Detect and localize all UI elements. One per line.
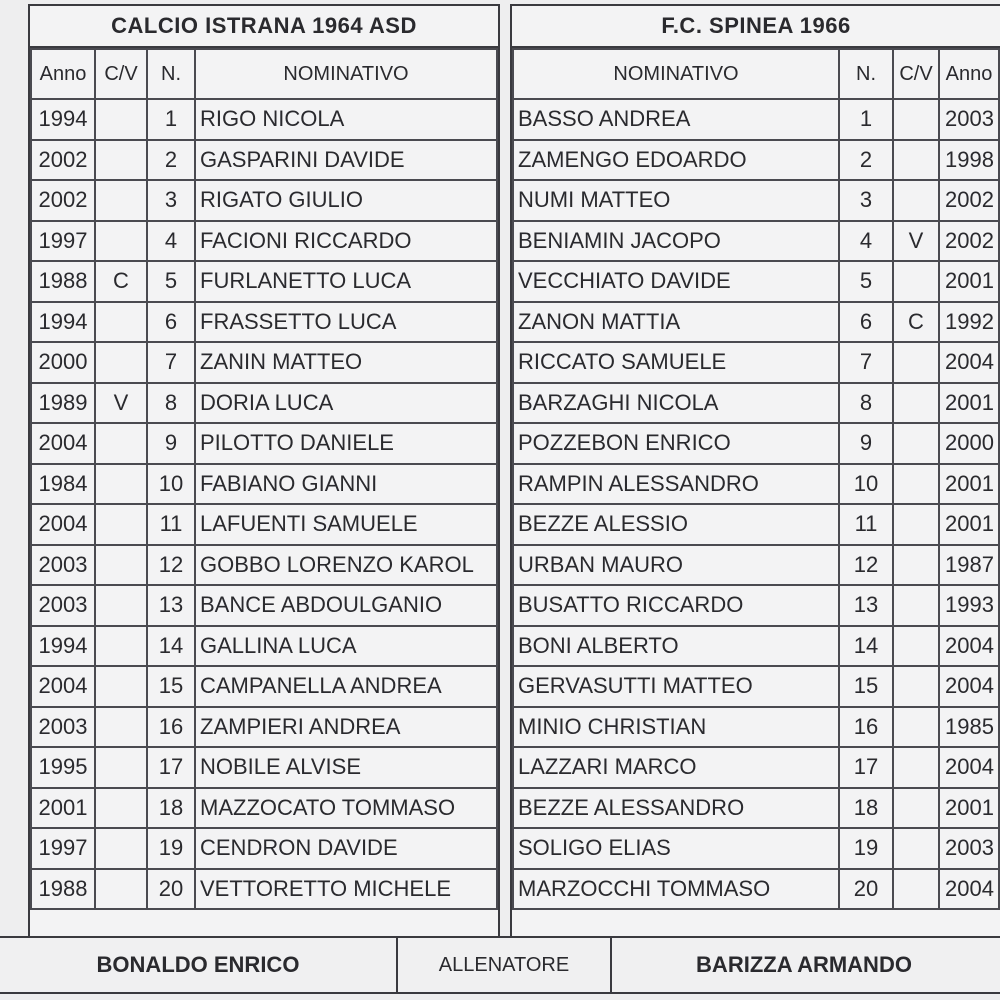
coaches-footer [0, 936, 1000, 994]
away-player-cv [893, 261, 939, 302]
away-header-n: N. [839, 49, 893, 99]
home-player-anno: 1997 [31, 828, 95, 869]
home-player-name: GASPARINI DAVIDE [195, 140, 497, 181]
home-player-cv [95, 747, 147, 788]
away-player-number: 16 [839, 707, 893, 748]
away-player-row [513, 342, 999, 383]
away-player-row [513, 869, 999, 910]
home-player-name: ZAMPIERI ANDREA [195, 707, 497, 748]
home-player-row [31, 504, 497, 545]
home-player-number: 18 [147, 788, 195, 829]
away-player-anno: 2001 [939, 788, 999, 829]
away-player-cv [893, 464, 939, 505]
home-player-cv [95, 342, 147, 383]
home-player-name: GOBBO LORENZO KAROL [195, 545, 497, 586]
away-player-cv [893, 423, 939, 464]
home-player-row [31, 869, 497, 910]
away-player-row [513, 140, 999, 181]
away-player-name: LAZZARI MARCO [513, 747, 839, 788]
away-player-name: BENIAMIN JACOPO [513, 221, 839, 262]
home-player-row [31, 585, 497, 626]
home-player-anno: 2004 [31, 666, 95, 707]
home-player-cv [95, 828, 147, 869]
away-player-number: 13 [839, 585, 893, 626]
home-player-cv [95, 504, 147, 545]
home-player-row [31, 383, 497, 424]
away-player-name: BEZZE ALESSIO [513, 504, 839, 545]
away-player-cv [893, 383, 939, 424]
away-player-anno: 2004 [939, 626, 999, 667]
away-player-anno: 1993 [939, 585, 999, 626]
away-player-anno: 1992 [939, 302, 999, 343]
home-player-cv [95, 221, 147, 262]
home-player-number: 15 [147, 666, 195, 707]
away-player-cv [893, 788, 939, 829]
away-player-row [513, 423, 999, 464]
home-player-anno: 2003 [31, 585, 95, 626]
away-player-number: 4 [839, 221, 893, 262]
away-player-cv [893, 707, 939, 748]
home-player-anno: 2004 [31, 504, 95, 545]
home-header-cv: C/V [95, 49, 147, 99]
home-player-anno: 1988 [31, 869, 95, 910]
away-player-row [513, 707, 999, 748]
home-player-name: RIGO NICOLA [195, 99, 497, 140]
home-player-anno: 2003 [31, 707, 95, 748]
away-player-cv [893, 869, 939, 910]
home-player-row [31, 707, 497, 748]
away-player-anno: 2003 [939, 828, 999, 869]
away-player-cv: V [893, 221, 939, 262]
away-player-number: 9 [839, 423, 893, 464]
home-player-anno: 2001 [31, 788, 95, 829]
away-player-cv [893, 666, 939, 707]
away-player-anno: 1987 [939, 545, 999, 586]
home-player-row [31, 464, 497, 505]
away-player-row [513, 747, 999, 788]
away-header-row [513, 49, 999, 99]
home-player-anno: 1997 [31, 221, 95, 262]
home-player-row [31, 788, 497, 829]
home-player-cv [95, 464, 147, 505]
away-player-row [513, 666, 999, 707]
away-player-number: 10 [839, 464, 893, 505]
home-player-cv [95, 302, 147, 343]
away-player-row [513, 261, 999, 302]
home-player-row [31, 423, 497, 464]
away-team-panel [510, 4, 1000, 938]
home-player-cv [95, 180, 147, 221]
home-player-number: 2 [147, 140, 195, 181]
away-player-number: 5 [839, 261, 893, 302]
away-player-number: 2 [839, 140, 893, 181]
home-player-row [31, 180, 497, 221]
home-player-cv [95, 99, 147, 140]
home-header-anno: Anno [31, 49, 95, 99]
away-player-row [513, 383, 999, 424]
home-roster-table [30, 48, 498, 910]
away-player-row [513, 585, 999, 626]
home-player-anno: 1994 [31, 626, 95, 667]
home-player-name: CAMPANELLA ANDREA [195, 666, 497, 707]
home-player-name: FURLANETTO LUCA [195, 261, 497, 302]
home-player-anno: 1989 [31, 383, 95, 424]
away-player-name: SOLIGO ELIAS [513, 828, 839, 869]
home-player-anno: 2002 [31, 140, 95, 181]
home-player-row [31, 626, 497, 667]
home-player-anno: 2002 [31, 180, 95, 221]
home-player-number: 11 [147, 504, 195, 545]
away-player-number: 19 [839, 828, 893, 869]
home-player-cv [95, 869, 147, 910]
home-player-name: CENDRON DAVIDE [195, 828, 497, 869]
away-player-name: MINIO CHRISTIAN [513, 707, 839, 748]
home-player-cv [95, 545, 147, 586]
home-header-nominativo: NOMINATIVO [195, 49, 497, 99]
away-player-number: 1 [839, 99, 893, 140]
home-player-cv [95, 423, 147, 464]
away-player-name: RAMPIN ALESSANDRO [513, 464, 839, 505]
home-player-name: DORIA LUCA [195, 383, 497, 424]
home-player-row [31, 302, 497, 343]
home-player-name: VETTORETTO MICHELE [195, 869, 497, 910]
away-player-anno: 2004 [939, 747, 999, 788]
away-team-title: F.C. SPINEA 1966 [512, 6, 1000, 48]
away-player-name: BARZAGHI NICOLA [513, 383, 839, 424]
home-player-number: 19 [147, 828, 195, 869]
home-player-anno: 2000 [31, 342, 95, 383]
home-player-number: 4 [147, 221, 195, 262]
away-player-anno: 2004 [939, 342, 999, 383]
coach-label: ALLENATORE [396, 938, 612, 992]
away-coach-name: BARIZZA ARMANDO [696, 952, 912, 977]
home-player-name: RIGATO GIULIO [195, 180, 497, 221]
home-player-number: 10 [147, 464, 195, 505]
home-player-number: 17 [147, 747, 195, 788]
home-player-cv [95, 666, 147, 707]
away-player-cv [893, 140, 939, 181]
away-player-cv [893, 585, 939, 626]
home-player-number: 8 [147, 383, 195, 424]
away-player-number: 14 [839, 626, 893, 667]
home-player-name: NOBILE ALVISE [195, 747, 497, 788]
away-player-name: URBAN MAURO [513, 545, 839, 586]
home-player-name: MAZZOCATO TOMMASO [195, 788, 497, 829]
away-player-row [513, 626, 999, 667]
home-player-name: PILOTTO DANIELE [195, 423, 497, 464]
away-player-name: RICCATO SAMUELE [513, 342, 839, 383]
home-player-number: 13 [147, 585, 195, 626]
away-player-name: POZZEBON ENRICO [513, 423, 839, 464]
home-header-row [31, 49, 497, 99]
home-player-name: GALLINA LUCA [195, 626, 497, 667]
home-player-cv [95, 585, 147, 626]
away-player-name: MARZOCCHI TOMMASO [513, 869, 839, 910]
home-player-row [31, 747, 497, 788]
away-player-cv [893, 180, 939, 221]
away-player-anno: 2004 [939, 666, 999, 707]
away-player-number: 3 [839, 180, 893, 221]
away-player-row [513, 99, 999, 140]
away-player-anno: 1998 [939, 140, 999, 181]
away-player-cv [893, 99, 939, 140]
home-team-title: CALCIO ISTRANA 1964 ASD [30, 6, 498, 48]
away-player-cv [893, 342, 939, 383]
away-player-row [513, 504, 999, 545]
home-player-anno: 1988 [31, 261, 95, 302]
away-player-number: 15 [839, 666, 893, 707]
home-player-name: FACIONI RICCARDO [195, 221, 497, 262]
home-player-number: 6 [147, 302, 195, 343]
away-player-name: BEZZE ALESSANDRO [513, 788, 839, 829]
away-header-nominativo: NOMINATIVO [513, 49, 839, 99]
away-player-number: 12 [839, 545, 893, 586]
away-player-anno: 1985 [939, 707, 999, 748]
home-player-number: 1 [147, 99, 195, 140]
away-player-number: 20 [839, 869, 893, 910]
away-player-row [513, 464, 999, 505]
away-player-name: GERVASUTTI MATTEO [513, 666, 839, 707]
away-player-cv [893, 747, 939, 788]
home-team-panel [28, 4, 500, 938]
home-player-number: 20 [147, 869, 195, 910]
home-player-number: 9 [147, 423, 195, 464]
home-player-row [31, 828, 497, 869]
home-player-number: 3 [147, 180, 195, 221]
home-player-anno: 1995 [31, 747, 95, 788]
away-player-number: 18 [839, 788, 893, 829]
home-player-name: FRASSETTO LUCA [195, 302, 497, 343]
away-player-row [513, 788, 999, 829]
home-player-anno: 1994 [31, 302, 95, 343]
home-player-cv [95, 140, 147, 181]
home-player-row [31, 545, 497, 586]
home-player-row [31, 140, 497, 181]
away-player-anno: 2002 [939, 180, 999, 221]
home-player-anno: 1994 [31, 99, 95, 140]
home-player-name: ZANIN MATTEO [195, 342, 497, 383]
away-player-cv: C [893, 302, 939, 343]
away-player-cv [893, 828, 939, 869]
away-player-number: 11 [839, 504, 893, 545]
away-player-anno: 2001 [939, 383, 999, 424]
away-player-number: 8 [839, 383, 893, 424]
away-player-name: BASSO ANDREA [513, 99, 839, 140]
away-player-anno: 2003 [939, 99, 999, 140]
away-player-cv [893, 504, 939, 545]
home-player-number: 5 [147, 261, 195, 302]
away-player-name: BUSATTO RICCARDO [513, 585, 839, 626]
home-player-number: 12 [147, 545, 195, 586]
home-player-row [31, 261, 497, 302]
away-player-name: ZANON MATTIA [513, 302, 839, 343]
home-header-n: N. [147, 49, 195, 99]
home-coach-name: BONALDO ENRICO [96, 952, 300, 977]
home-player-name: BANCE ABDOULGANIO [195, 585, 497, 626]
away-player-name: NUMI MATTEO [513, 180, 839, 221]
home-player-anno: 2003 [31, 545, 95, 586]
home-player-number: 14 [147, 626, 195, 667]
home-player-name: LAFUENTI SAMUELE [195, 504, 497, 545]
home-player-anno: 2004 [31, 423, 95, 464]
home-player-cv: V [95, 383, 147, 424]
away-player-anno: 2004 [939, 869, 999, 910]
away-player-number: 7 [839, 342, 893, 383]
home-player-cv: C [95, 261, 147, 302]
away-player-name: BONI ALBERTO [513, 626, 839, 667]
away-player-name: VECCHIATO DAVIDE [513, 261, 839, 302]
home-player-cv [95, 626, 147, 667]
away-header-anno: Anno [939, 49, 999, 99]
away-roster-table [512, 48, 1000, 910]
home-player-row [31, 99, 497, 140]
away-player-anno: 2001 [939, 464, 999, 505]
away-player-anno: 2000 [939, 423, 999, 464]
home-player-number: 16 [147, 707, 195, 748]
away-player-number: 17 [839, 747, 893, 788]
away-player-name: ZAMENGO EDOARDO [513, 140, 839, 181]
away-player-row [513, 302, 999, 343]
away-player-row [513, 545, 999, 586]
away-player-anno: 2001 [939, 504, 999, 545]
home-player-name: FABIANO GIANNI [195, 464, 497, 505]
away-player-row [513, 828, 999, 869]
home-player-anno: 1984 [31, 464, 95, 505]
away-player-anno: 2001 [939, 261, 999, 302]
home-player-row [31, 666, 497, 707]
away-player-row [513, 221, 999, 262]
away-player-number: 6 [839, 302, 893, 343]
home-player-cv [95, 707, 147, 748]
home-player-row [31, 342, 497, 383]
home-player-number: 7 [147, 342, 195, 383]
away-player-cv [893, 545, 939, 586]
away-player-row [513, 180, 999, 221]
away-player-cv [893, 626, 939, 667]
home-player-row [31, 221, 497, 262]
home-player-cv [95, 788, 147, 829]
away-header-cv: C/V [893, 49, 939, 99]
away-player-anno: 2002 [939, 221, 999, 262]
